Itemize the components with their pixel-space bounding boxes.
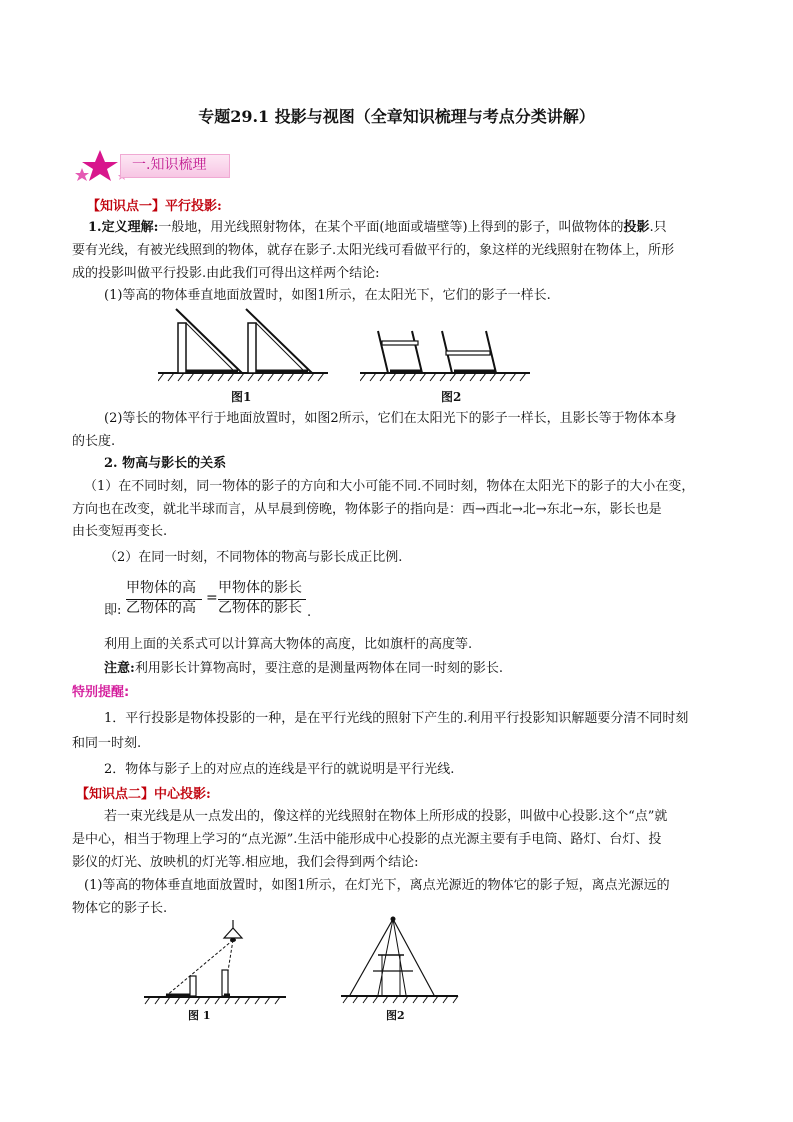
- def-term: 投影: [623, 220, 650, 235]
- kp1-conclusion-2-line1: (2)等长的物体平行于地面放置时，如图2所示，它们在太阳光下的影子一样长，且影长等于物体本身: [104, 411, 677, 426]
- formula-denominator-left: 乙物体的高: [126, 600, 196, 616]
- formula-denominator-right: 乙物体的影长: [218, 600, 302, 616]
- kp2-line2: 是中心，相当于物理上学习的“点光源”.生活中能形成中心投影的点光源主要有手电筒、路灯、台灯、投: [72, 832, 662, 847]
- figure-1-lamp: [140, 920, 290, 1005]
- lamp-icon: [224, 928, 242, 938]
- kp1-def-line2: 要有光线，有被光线照到的物体，就存在影子.太阳光线可看做平行的，象这样的光线照射在物体上，所形: [72, 243, 675, 258]
- figure-2-parallel-horizontal: [360, 325, 530, 383]
- figure-1-parallel-vertical: [158, 305, 328, 385]
- kp1-conclusion-2-line2: 的长度.: [72, 434, 116, 449]
- kp2-line1: 若一束光线是从一点发出的，像这样的光线照射在物体上所形成的投影，叫做中心投影.这个“点”就: [104, 809, 668, 824]
- page-title: 专题29.1 投影与视图（全章知识梳理与考点分类讲解）: [198, 107, 595, 126]
- note-label: 注意:: [104, 661, 135, 676]
- kp1-def-line1: [88, 217, 667, 238]
- kp1-conclusion-1: (1)等高的物体垂直地面放置时，如图1所示，在太阳光下，它们的影子一样长.: [104, 288, 551, 303]
- formula-equals: =: [206, 590, 218, 606]
- kp2-conclusion-1-line2: 物体它的影子长.: [72, 901, 168, 916]
- section-banner: [72, 148, 232, 184]
- kp2-conclusion-1-line1: (1)等高的物体垂直地面放置时，如图1所示，在灯光下，离点光源近的物体它的影子短，离点光源远的: [84, 878, 670, 893]
- relation-1-line2: 方向也在改变，就北半球而言，从早晨到傍晚，物体影子的指向是：西→西北→北→东北→东，影长也是: [72, 502, 662, 517]
- def-text-b: .只: [649, 220, 667, 235]
- relation-2: （2）在同一时刻，不同物体的物高与影长成正比例.: [104, 550, 403, 565]
- formula-end: .: [307, 605, 312, 620]
- usage-text: 利用上面的关系式可以计算高大物体的高度，比如旗杆的高度等.: [104, 637, 473, 652]
- kp2-line3: 影仪的灯光、放映机的灯光等.相应地，我们会得到两个结论:: [72, 855, 419, 870]
- note-text: 利用影长计算物高时，要注意的是测量两物体在同一时刻的影长.: [134, 661, 503, 676]
- formula-numerator-left: 甲物体的高: [126, 580, 196, 596]
- def-label: 1.定义理解:: [88, 220, 159, 235]
- section-heading: 一.知识梳理: [132, 157, 207, 173]
- figure-2-point-light: [340, 915, 460, 1005]
- tip-1-line2: 和同一时刻.: [72, 736, 142, 751]
- relation-1-line1: （1）在不同时刻，同一物体的影子的方向和大小可能不同.不同时刻，物体在太阳光下的影子的大小在变，: [84, 479, 695, 494]
- kp2-heading: 【知识点二】中心投影:: [76, 787, 211, 802]
- formula-prefix: 即:: [104, 603, 122, 618]
- kp2-figure-1-caption: 图 1: [188, 1009, 211, 1022]
- formula-numerator-right: 甲物体的影长: [218, 580, 302, 596]
- note: [104, 658, 503, 679]
- kp1-heading: 【知识点一】平行投影:: [87, 199, 222, 214]
- tip-2: 2．物体与影子上的对应点的连线是平行的就说明是平行光线.: [104, 762, 455, 777]
- kp1-def-line3: 成的投影叫做平行投影.由此我们可得出这样两个结论:: [72, 266, 380, 281]
- relation-1-line3: 由长变短再变长.: [72, 524, 168, 539]
- tip-heading: 特别提醒:: [72, 685, 130, 700]
- figure-2-caption: 图2: [441, 390, 462, 404]
- relation-heading: 2. 物高与影长的关系: [104, 456, 227, 471]
- tip-1-line1: 1．平行投影是物体投影的一种，是在平行光线的照射下产生的.利用平行投影知识解题要分清不同时刻: [104, 711, 689, 726]
- kp2-figure-2-caption: 图2: [386, 1009, 405, 1022]
- figure-1-caption: 图1: [231, 390, 252, 404]
- ratio-formula: [104, 578, 324, 622]
- def-text-a: 一般地，用光线照射物体，在某个平面(地面或墙壁等)上得到的影子，叫做物体的: [158, 220, 624, 235]
